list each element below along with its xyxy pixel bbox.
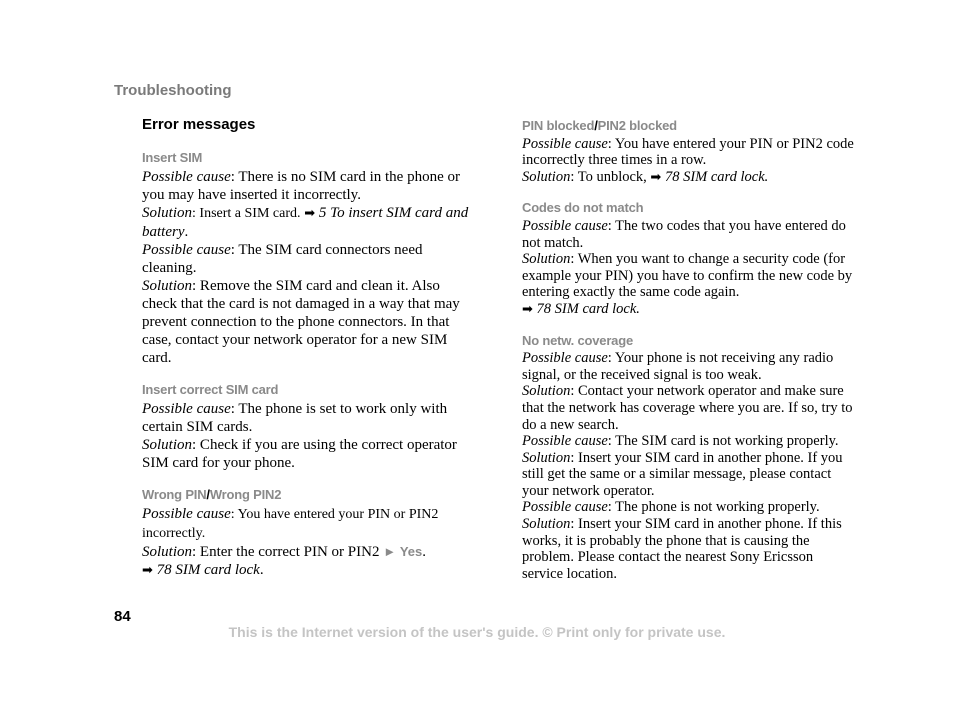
coverage-cause-3 [522,499,856,516]
pin-blocked-title-b: PIN2 blocked [597,118,677,133]
solution-text: : When you want to change a security code (for example your PIN) you have to confirm the new code by entering exactly the same code again. [522,251,853,301]
cause-text: : The two codes that you have entered do not match. [522,217,846,251]
solution-text: : Remove the SIM card and clean it. Also check that the card is not damaged in a way that may prevent connection to the phone connectors. In that case, contact your network operator for a new SIM card. [142,278,460,366]
solution-text: : Enter the correct PIN or PIN2 [192,544,384,560]
cause-text: : The SIM card connectors need cleaning. [142,242,423,276]
reference-arrow-icon: ➡ [304,206,316,221]
codes-ref [522,301,856,319]
codes-solution [522,251,856,301]
page-heading: Error messages [142,116,256,133]
solution-text: : Insert your SIM card in another phone. If this works, it is probably the phone that is causing the problem. Please contact the nearest Sony Ericsson service location. [522,516,842,582]
solution-label: Solution [142,205,193,221]
cause-text: : There is no SIM card in the phone or you may have inserted it incorrectly. [142,169,460,203]
pin-blocked-cause [522,136,856,169]
solution-label: Solution [522,251,571,268]
codes-cause [522,218,856,251]
title-separator: / [594,118,598,133]
cause-label: Possible cause [522,350,608,367]
wrong-pin-solution [142,543,478,561]
insert-correct-solution [142,436,478,472]
solution-end: . [422,544,427,560]
insert-sim-block [142,149,478,367]
right-column [522,118,856,596]
cause-text: : You have entered your PIN or PIN2 code incorrectly three times in a row. [522,135,854,169]
cause-label: Possible cause [522,217,608,234]
wrong-pin-title-b: Wrong PIN2 [209,487,282,502]
cause-text: : You have entered your PIN or PIN2 incorrectly. [142,507,439,541]
cause-label: Possible cause [142,169,231,185]
pin-blocked-title [522,118,856,135]
reference-arrow-icon: ➡ [650,169,662,185]
insert-sim-solution-2 [142,277,478,367]
coverage-cause-2 [522,433,856,450]
cause-text: : The phone is not working properly. [607,499,820,516]
insert-sim-title: Insert SIM [142,150,203,165]
reference-link[interactable]: 78 SIM card lock. [536,300,640,317]
solution-text: : Insert a SIM card. [192,206,301,221]
reference-link[interactable]: 78 SIM card lock. [664,168,769,185]
solution-text: : To unblock, [570,168,651,185]
solution-label: Solution [522,449,571,466]
solution-label: Solution [142,437,193,453]
ref-end: . [259,562,264,578]
nav-option-yes: Yes [399,544,423,559]
wrong-pin-block [142,486,478,580]
pin-blocked-solution [522,169,856,187]
codes-title: Codes do not match [522,200,644,216]
cause-text: : The phone is set to work only with certain SIM cards. [142,401,448,435]
codes-block [522,200,856,318]
solution-label: Solution [142,278,193,294]
cause-label: Possible cause [522,433,608,450]
coverage-solution-2 [522,450,856,500]
reference-arrow-icon: ➡ [142,563,153,578]
section-title: Troubleshooting [114,82,232,99]
insert-correct-sim-title: Insert correct SIM card [142,382,279,397]
cause-text: : The SIM card is not working properly. [607,433,839,450]
wrong-pin-cause [142,505,478,543]
pin-blocked-block [522,118,856,186]
insert-sim-cause-2 [142,241,478,277]
cause-text: : Your phone is not receiving any radio signal, or the received signal is too weak. [522,350,834,383]
pin-blocked-title-a: PIN blocked [522,118,595,133]
cause-label: Possible cause [522,135,608,152]
solution-end: . [184,224,189,240]
cause-label: Possible cause [142,242,231,258]
coverage-title: No netw. coverage [522,332,633,348]
coverage-solution-1 [522,383,856,433]
solution-label: Solution [522,168,571,185]
coverage-block [522,333,856,583]
solution-text: : Contact your network operator and make sure that the network has coverage where you are. If so, try to do a new search. [522,383,853,433]
footer-notice: This is the Internet version of the user's guide. © Print only for private use. [228,624,726,640]
solution-text: : Insert your SIM card in another phone. If you still get the same or a similar message, please contact your network operator. [522,449,843,499]
left-column [142,149,478,594]
reference-link[interactable]: 5 To insert SIM card and battery [142,205,469,240]
page-number: 84 [114,608,131,625]
wrong-pin-title-a: Wrong PIN [142,487,207,502]
cause-label: Possible cause [522,499,608,516]
nav-arrow-icon: ► [383,544,397,559]
cause-label: Possible cause [142,401,231,417]
wrong-pin-ref [142,561,478,580]
insert-sim-solution-1 [142,204,478,241]
wrong-pin-title [142,486,478,504]
solution-label: Solution [522,516,571,533]
title-separator: / [206,487,210,502]
reference-arrow-icon: ➡ [522,301,533,317]
insert-sim-cause-1 [142,168,478,204]
coverage-cause-1 [522,350,856,383]
solution-text: : Check if you are using the correct operator SIM card for your phone. [142,437,457,471]
coverage-solution-3 [522,516,856,582]
insert-correct-cause [142,400,478,436]
insert-correct-sim-block [142,381,478,472]
solution-label: Solution [142,544,193,560]
cause-label: Possible cause [142,506,231,522]
reference-link[interactable]: 78 SIM card lock [156,562,260,578]
solution-label: Solution [522,383,571,400]
